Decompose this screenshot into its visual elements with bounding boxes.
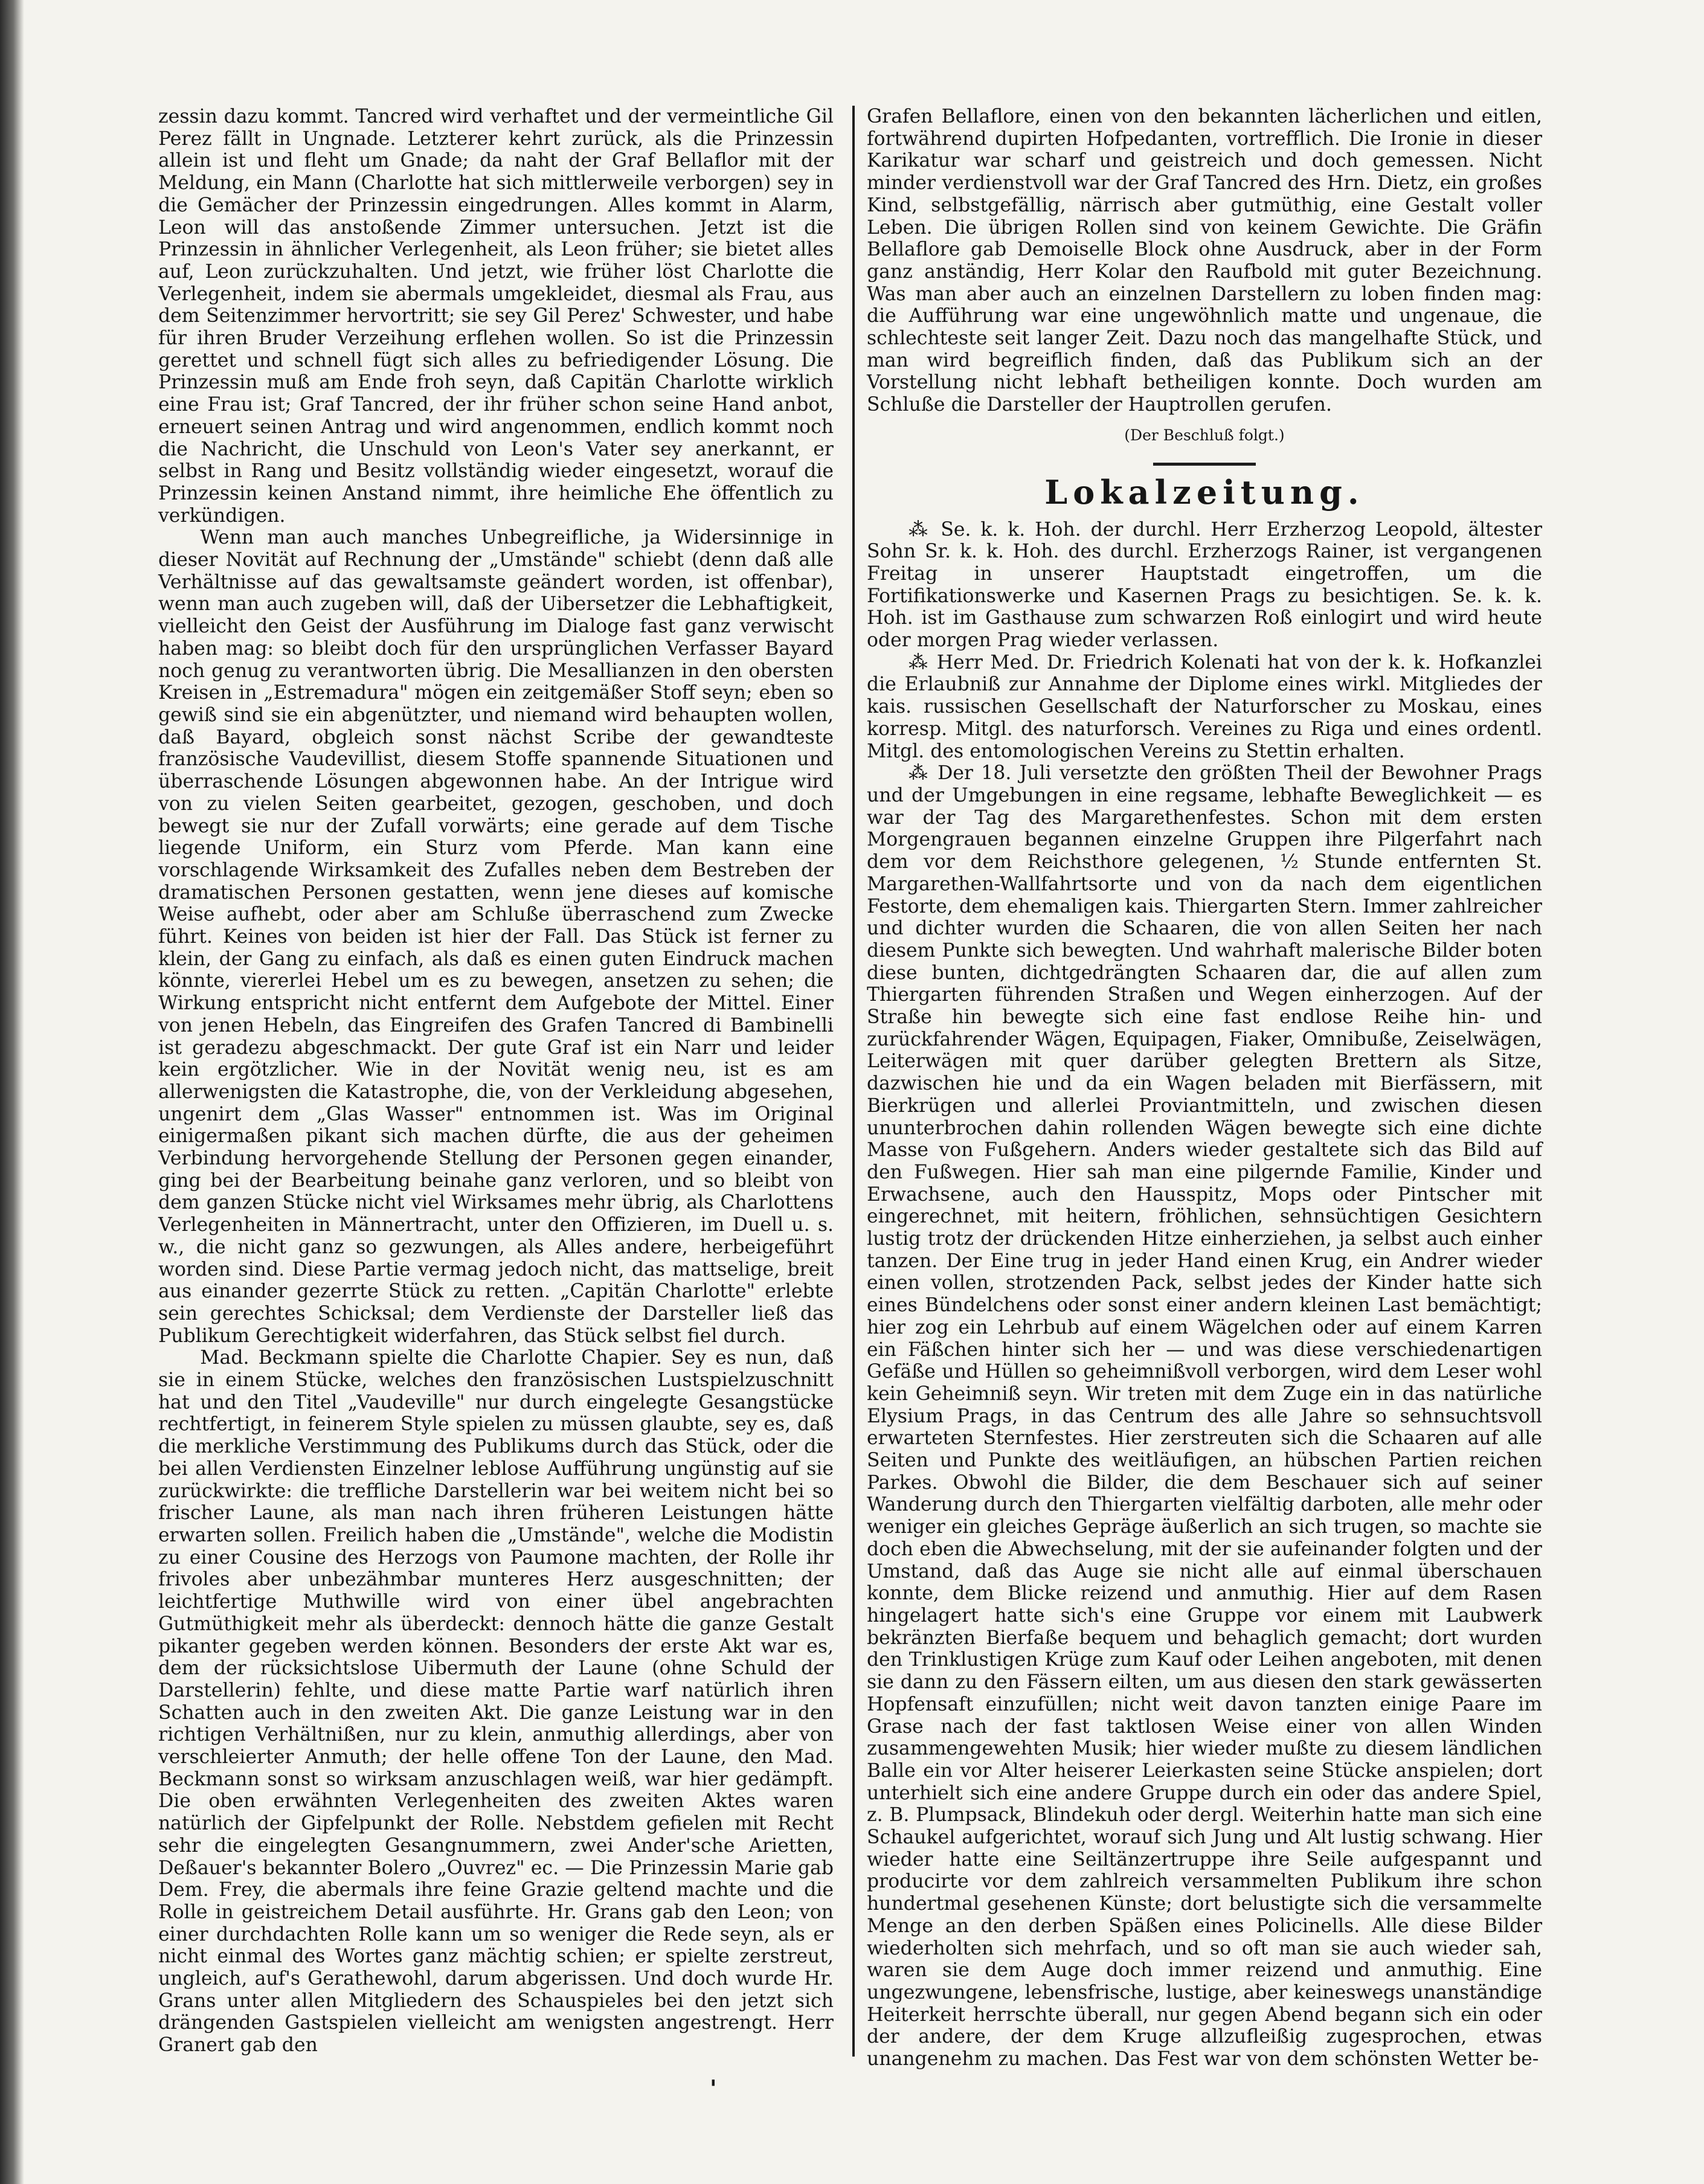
continuation-note: (Der Beschluß folgt.) bbox=[1124, 426, 1285, 444]
right-paragraph-review-end: Grafen Bellaflore, einen von den bekannten lächerlichen und eitlen, fortwährend dupirten Hofpedanten, vortrefflich. Die Ironie in dieser Karikatur war scharf und geistreich und doch gemessen. Nicht minder verdienstvoll war der Graf Tancred des Hrn. Dietz, ein großes Kind, selbstgefällig, närrisch aber gutmüthig, eine Gestalt voller Leben. Die übrigen Rollen sind von keinem Gewichte. Die Gräfin Bellaflore gab Demoiselle Block ohne Ausdruck, aber in der Form ganz anständig, Herr Kolar den Raufbold mit guter Bezeichnung. Was man aber auch an einzelnen Darstellern zu loben finden mag: die Aufführung war eine ungewöhnlich matte und ungenaue, die schlechteste seit langer Zeit. Dazu noch das mangelhafte Stück, und man wird begreiflich finden, daß das Publikum sich an der Vorstellung nicht lebhaft betheiligen konnte. Doch wurden am Schluße die Darsteller der Hauptrollen gerufen. bbox=[867, 106, 1542, 416]
section-title: Lokalzeitung. bbox=[1044, 472, 1365, 512]
left-paragraph-2: Wenn man auch manches Unbegreifliche, ja Widersinnige in dieser Novität auf Rechnung der „Umstände" schiebt (denn daß alle Verhältnisse auf das gewaltsamste geändert worden, ist offenbar), wenn man auch zugeben will, daß der Uibersetzer die Lebhaftigkeit, vielleicht den Geist der Ausführung im Dialoge fast ganz verwischt haben mag: so bleibt doch für den ursprünglichen Verfasser Bayard noch genug zu verantworten übrig. Die Mesallianzen in den obersten Kreisen in „Estremadura" mögen ein zeitgemäßer Stoff seyn; eben so gewiß sind sie ein abgenützter, und niemand wird behaupten wollen, daß Bayard, obgleich sonst nächst Scribe der gewandteste französische Vaudevillist, diesem Stoffe spannende Situationen und überraschende Lösungen abgewonnen habe. An der Intrigue wird von zu vielen Seiten gearbeitet, gezogen, geschoben, und doch bewegt sie nur der Zufall vorwärts; eine gerade auf dem Tische liegende Uniform, ein Sturz vom Pferde. Man kann eine vorschlagende Wirksamkeit des Zufalles neben dem Bestreben der dramatischen Personen gestatten, wenn jene dieses auf komische Weise aufhebt, oder aber am Schluße überraschend zum Zwecke führt. Keines von beiden ist hier der Fall. Das Stück ist ferner zu klein, der Gang zu einfach, als daß es einen guten Eindruck machen könnte, viererlei Hebel um es zu bewegen, ansetzen zu sehen; die Wirkung entspricht nicht entfernt dem Aufgebote der Mittel. Einer von jenen Hebeln, das Eingreifen des Grafen Tancred di Bambinelli ist geradezu abgeschmackt. Der gute Graf ist ein Narr und leider kein ergötzlicher. Wie in der Novität wenig neu, ist es am allerwenigsten die Katastrophe, die, von der Verkleidung abgesehen, ungenirt dem „Glas Wasser" entnommen ist. Was im Original einigermaßen pikant sich machen dürfte, die aus der geheimen Verbindung hervorgehende Stellung der Personen gegen einander, ging bei der Bearbeitung beinahe ganz verloren, und so bleibt von dem ganzen Stücke nicht viel Wirksames mehr übrig, als Charlottens Verlegenheiten in Männertracht, unter den Offizieren, im Duell u. s. w., die nicht ganz so gezwungen, als Alles andere, herbeigeführt worden sind. Diese Partie vermag jedoch nicht, das mattselige, breit aus einander gezerrte Stück zu retten. „Capitän Charlotte" erlebte sein gerechtes Schicksal; dem Verdienste der Darsteller ließ das Publikum Gerechtigkeit widerfahren, das Stück selbst fiel durch. bbox=[158, 527, 834, 1347]
column-divider bbox=[852, 106, 855, 2057]
page-mark: ' bbox=[710, 2075, 717, 2102]
news-item-3: ⁂ Der 18. Juli versetzte den größten Theil der Bewohner Prags und der Umgebungen in eine regsame, lebhafte Beweglichkeit — es war der Tag des Margarethenfestes. Schon mit dem ersten Morgengrauen begannen einzelne Gruppen ihre Pilgerfahrt nach dem vor dem Reichsthore gelegenen, ½ Stunde entfernten St. Margarethen-Wallfahrtsorte und von da nach dem eigentlichen Festorte, dem ehemaligen kais. Thiergarten Stern. Immer zahlreicher und dichter wurden die Schaaren, die von allen Seiten her nach diesem Punkte sich bewegten. Und wahrhaft malerische Bilder boten diese bunten, dichtgedrängten Schaaren dar, die auf allen zum Thiergarten führenden Straßen und Wegen einherzogen. Auf der Straße hin bewegte sich eine fast endlose Reihe hin- und zurückfahrender Wägen, Equipagen, Fiaker, Omnibuße, Zeiselwägen, Leiterwägen mit quer darüber gelegten Brettern als Sitze, dazwischen hie und da ein Wagen beladen mit Bierfässern, mit Bierkrügen und allerlei Proviantmitteln, und zwischen diesen ununterbrochen dahin rollenden Wägen bewegte sich eine dichte Masse von Fußgehern. Anders wieder gestaltete sich das Bild auf den Fußwegen. Hier sah man eine pilgernde Familie, Kinder und Erwachsene, auch den Hausspitz, Mops oder Pintscher mit eingerechnet, mit heitern, fröhlichen, sehnsüchtigen Gesichtern lustig trotz der drückenden Hitze einherziehen, ja selbst auch einher tanzen. Der Eine trug in jeder Hand einen Krug, ein Andrer wieder einen vollen, strotzenden Pack, selbst jedes der Kinder hatte sich eines Bündelchens oder sonst einer andern kleinen Last bemächtigt; hier zog ein Lehrbub auf einem Wägelchen oder auf einem Karren ein Fäßchen hinter sich her — und was diese verschiedenartigen Gefäße und Hüllen so geheimnißvoll verborgen, wird dem Leser wohl kein Geheimniß seyn. Wir treten mit dem Zuge ein in das natürliche Elysium Prags, in das Centrum des alle Jahre so sehnsuchtsvoll erwarteten Sternfestes. Hier zerstreuten sich die Schaaren auf alle Seiten und Punkte des weitläufigen, an hübschen Partien reichen Parkes. Obwohl die Bilder, die dem Beschauer sich auf seiner Wanderung durch den Thiergarten vielfältig darboten, alle mehr oder weniger ein gleiches Gepräge äußerlich an sich trugen, so machte sie doch eben die Abwechselung, mit der sie aufeinander folgten und der Umstand, daß das Auge sie nicht alle auf einmal überschauen konnte, dem Blicke reizend und anmuthig. Hier auf dem Rasen hingelagert hatte sich's eine Gruppe vor einem mit Laubwerk bekränzten Bierfaße bequem und behaglich gemacht; dort wurden den Trinklustigen Krüge zum Kauf oder Leihen angeboten, mit denen sie dann zu den Fässern eilten, um aus diesen den stark gewässerten Hopfensaft einzufüllen; nicht weit davon tanzten einige Paare im Grase nach der fast taktlosen Weise einer von allen Winden zusammengewehten Musik; hier wieder mußte zu diesem ländlichen Balle ein vor Alter heiserer Leierkasten seine Stücke anspielen; dort unterhielt sich eine andere Gruppe durch ein oder das andere Spiel, z. B. Plumpsack, Blindekuh oder dergl. Weiterhin hatte man sich eine Schaukel aufgerichtet, worauf sich Jung und Alt lustig schwang. Hier wieder hatte eine Seiltänzertruppe ihre Seile aufgespannt und producirte vor dem zahlreich versammelten Publikum ihre schon hundertmal gesehenen Künste; dort belustigte sich die versammelte Menge an den derben Späßen eines Policinells. Alle diese Bilder wiederholten sich mehrfach, und so oft man sie auch wieder sah, waren sie dem Auge doch immer reizend und anmuthig. Eine ungezwungene, lebensfrische, lustige, aber keineswegs unanständige Heiterkeit herrschte überall, nur gegen Abend begann sich ein oder der andere, der dem Kruge allzufleißig zugesprochen, etwas unangenehm zu machen. Das Fest war von dem schönsten Wetter be- bbox=[867, 762, 1542, 2070]
scan-edge-shadow bbox=[0, 0, 24, 2184]
left-paragraph-1: zessin dazu kommt. Tancred wird verhaftet und der vermeintliche Gil Perez fällt in Ungnade. Letzterer kehrt zurück, als die Prinzessin allein ist und fleht um Gnade; da naht der Graf Bellaflor mit der Meldung, ein Mann (Charlotte hat sich mittlerweile verborgen) sey in die Gemächer der Prinzessin eingedrungen. Alles kommt in Alarm, Leon will das anstoßende Zimmer untersuchen. Jetzt ist die Prinzessin in ähnlicher Verlegenheit, als Leon früher; sie bietet alles auf, Leon zurückzuhalten. Und jetzt, wie früher löst Charlotte die Verlegenheit, indem sie abermals umgekleidet, diesmal als Frau, aus dem Seitenzimmer hervortritt; sie sey Gil Perez' Schwester, und habe für ihren Bruder Verzeihung erflehen wollen. So ist die Prinzessin gerettet und schnell fügt sich alles zu befriedigender Lösung. Die Prinzessin muß am Ende froh seyn, daß Capitän Charlotte wirklich eine Frau ist; Graf Tancred, der ihr früher schon seine Hand anbot, erneuert seinen Antrag und wird angenommen, endlich kommt noch die Nachricht, die Unschuld von Leon's Vater sey anerkannt, er selbst in Rang und Besitz vollständig wieder eingesetzt, worauf die Prinzessin keinen Anstand nimmt, ihre heimliche Ehe öffentlich zu verkündigen. bbox=[158, 106, 834, 527]
left-column bbox=[158, 106, 834, 2057]
section-rule bbox=[1153, 463, 1256, 466]
right-column bbox=[867, 106, 1542, 2070]
news-item-2: ⁂ Herr Med. Dr. Friedrich Kolenati hat von der k. k. Hofkanzlei die Erlaubniß zur Annahme der Diplome eines wirkl. Mitgliedes der kais. russischen Gesellschaft der Naturforscher zu Moskau, eines korresp. Mitgl. des naturforsch. Vereines zu Riga und eines ordentl. Mitgl. des entomologischen Vereins zu Stettin erhalten. bbox=[867, 651, 1542, 762]
news-item-1: ⁂ Se. k. k. Hoh. der durchl. Herr Erzherzog Leopold, ältester Sohn Sr. k. k. Hoh. des durchl. Erzherzogs Rainer, ist vergangenen Freitag in unserer Hauptstadt eingetroffen, um die Fortifikationswerke und Kasernen Prags zu besichtigen. Se. k. k. Hoh. ist im Gasthause zum schwarzen Roß einlogirt und wird heute oder morgen Prag wieder verlassen. bbox=[867, 518, 1542, 652]
left-paragraph-3: Mad. Beckmann spielte die Charlotte Chapier. Sey es nun, daß sie in einem Stücke, welches den französischen Lustspielzuschnitt hat und den Titel „Vaudeville" nur durch eingelegte Gesangstücke rechtfertigt, in feinerem Style spielen zu müssen glaubte, sey es, daß die merkliche Verstimmung des Publikums durch das Stück, oder die bei allen Verdiensten Einzelner leblose Aufführung ungünstig auf sie zurückwirkte: die treffliche Darstellerin war bei weitem nicht bei so frischer Laune, als man nach ihren früheren Leistungen hätte erwarten sollen. Freilich haben die „Umstände", welche die Modistin zu einer Cousine des Herzogs von Paumone machten, der Rolle ihr frivoles aber unbezähmbar munteres Herz ausgeschnitten; der leichtfertige Muthwille wird von einer übel angebrachten Gutmüthigkeit mehr als überdeckt: dennoch hätte die ganze Gestalt pikanter gegeben werden können. Besonders der erste Akt war es, dem der rücksichtslose Uibermuth der Laune (ohne Schuld der Darstellerin) fehlte, und diese matte Partie warf natürlich ihren Schatten auch in den zweiten Akt. Die ganze Leistung war in den richtigen Verhältnißen, nur zu klein, anmuthig allerdings, aber von verschleierter Anmuth; der helle offene Ton der Laune, den Mad. Beckmann sonst so wirksam anzuschlagen weiß, war hier gedämpft. Die oben erwähnten Verlegenheiten des zweiten Aktes waren natürlich der Gipfelpunkt der Rolle. Nebstdem gefielen mit Recht sehr die eingelegten Gesangnummern, zwei Ander'sche Arietten, Deßauer's bekannter Bolero „Ouvrez" ec. — Die Prinzessin Marie gab Dem. Frey, die abermals ihre feine Grazie geltend machte und die Rolle in geistreichem Detail ausführte. Hr. Grans gab den Leon; von einer durchdachten Rolle kann um so weniger die Rede seyn, als er nicht einmal des Wortes ganz mächtig schien; er spielte zerstreut, ungleich, auf's Gerathewohl, darum abgerissen. Und doch wurde Hr. Grans unter allen Mitgliedern des Schauspieles bei den jetzt sich drängenden Gastspielen vielleicht am wenigsten angestrengt. Herr Granert gab den bbox=[158, 1347, 834, 2057]
